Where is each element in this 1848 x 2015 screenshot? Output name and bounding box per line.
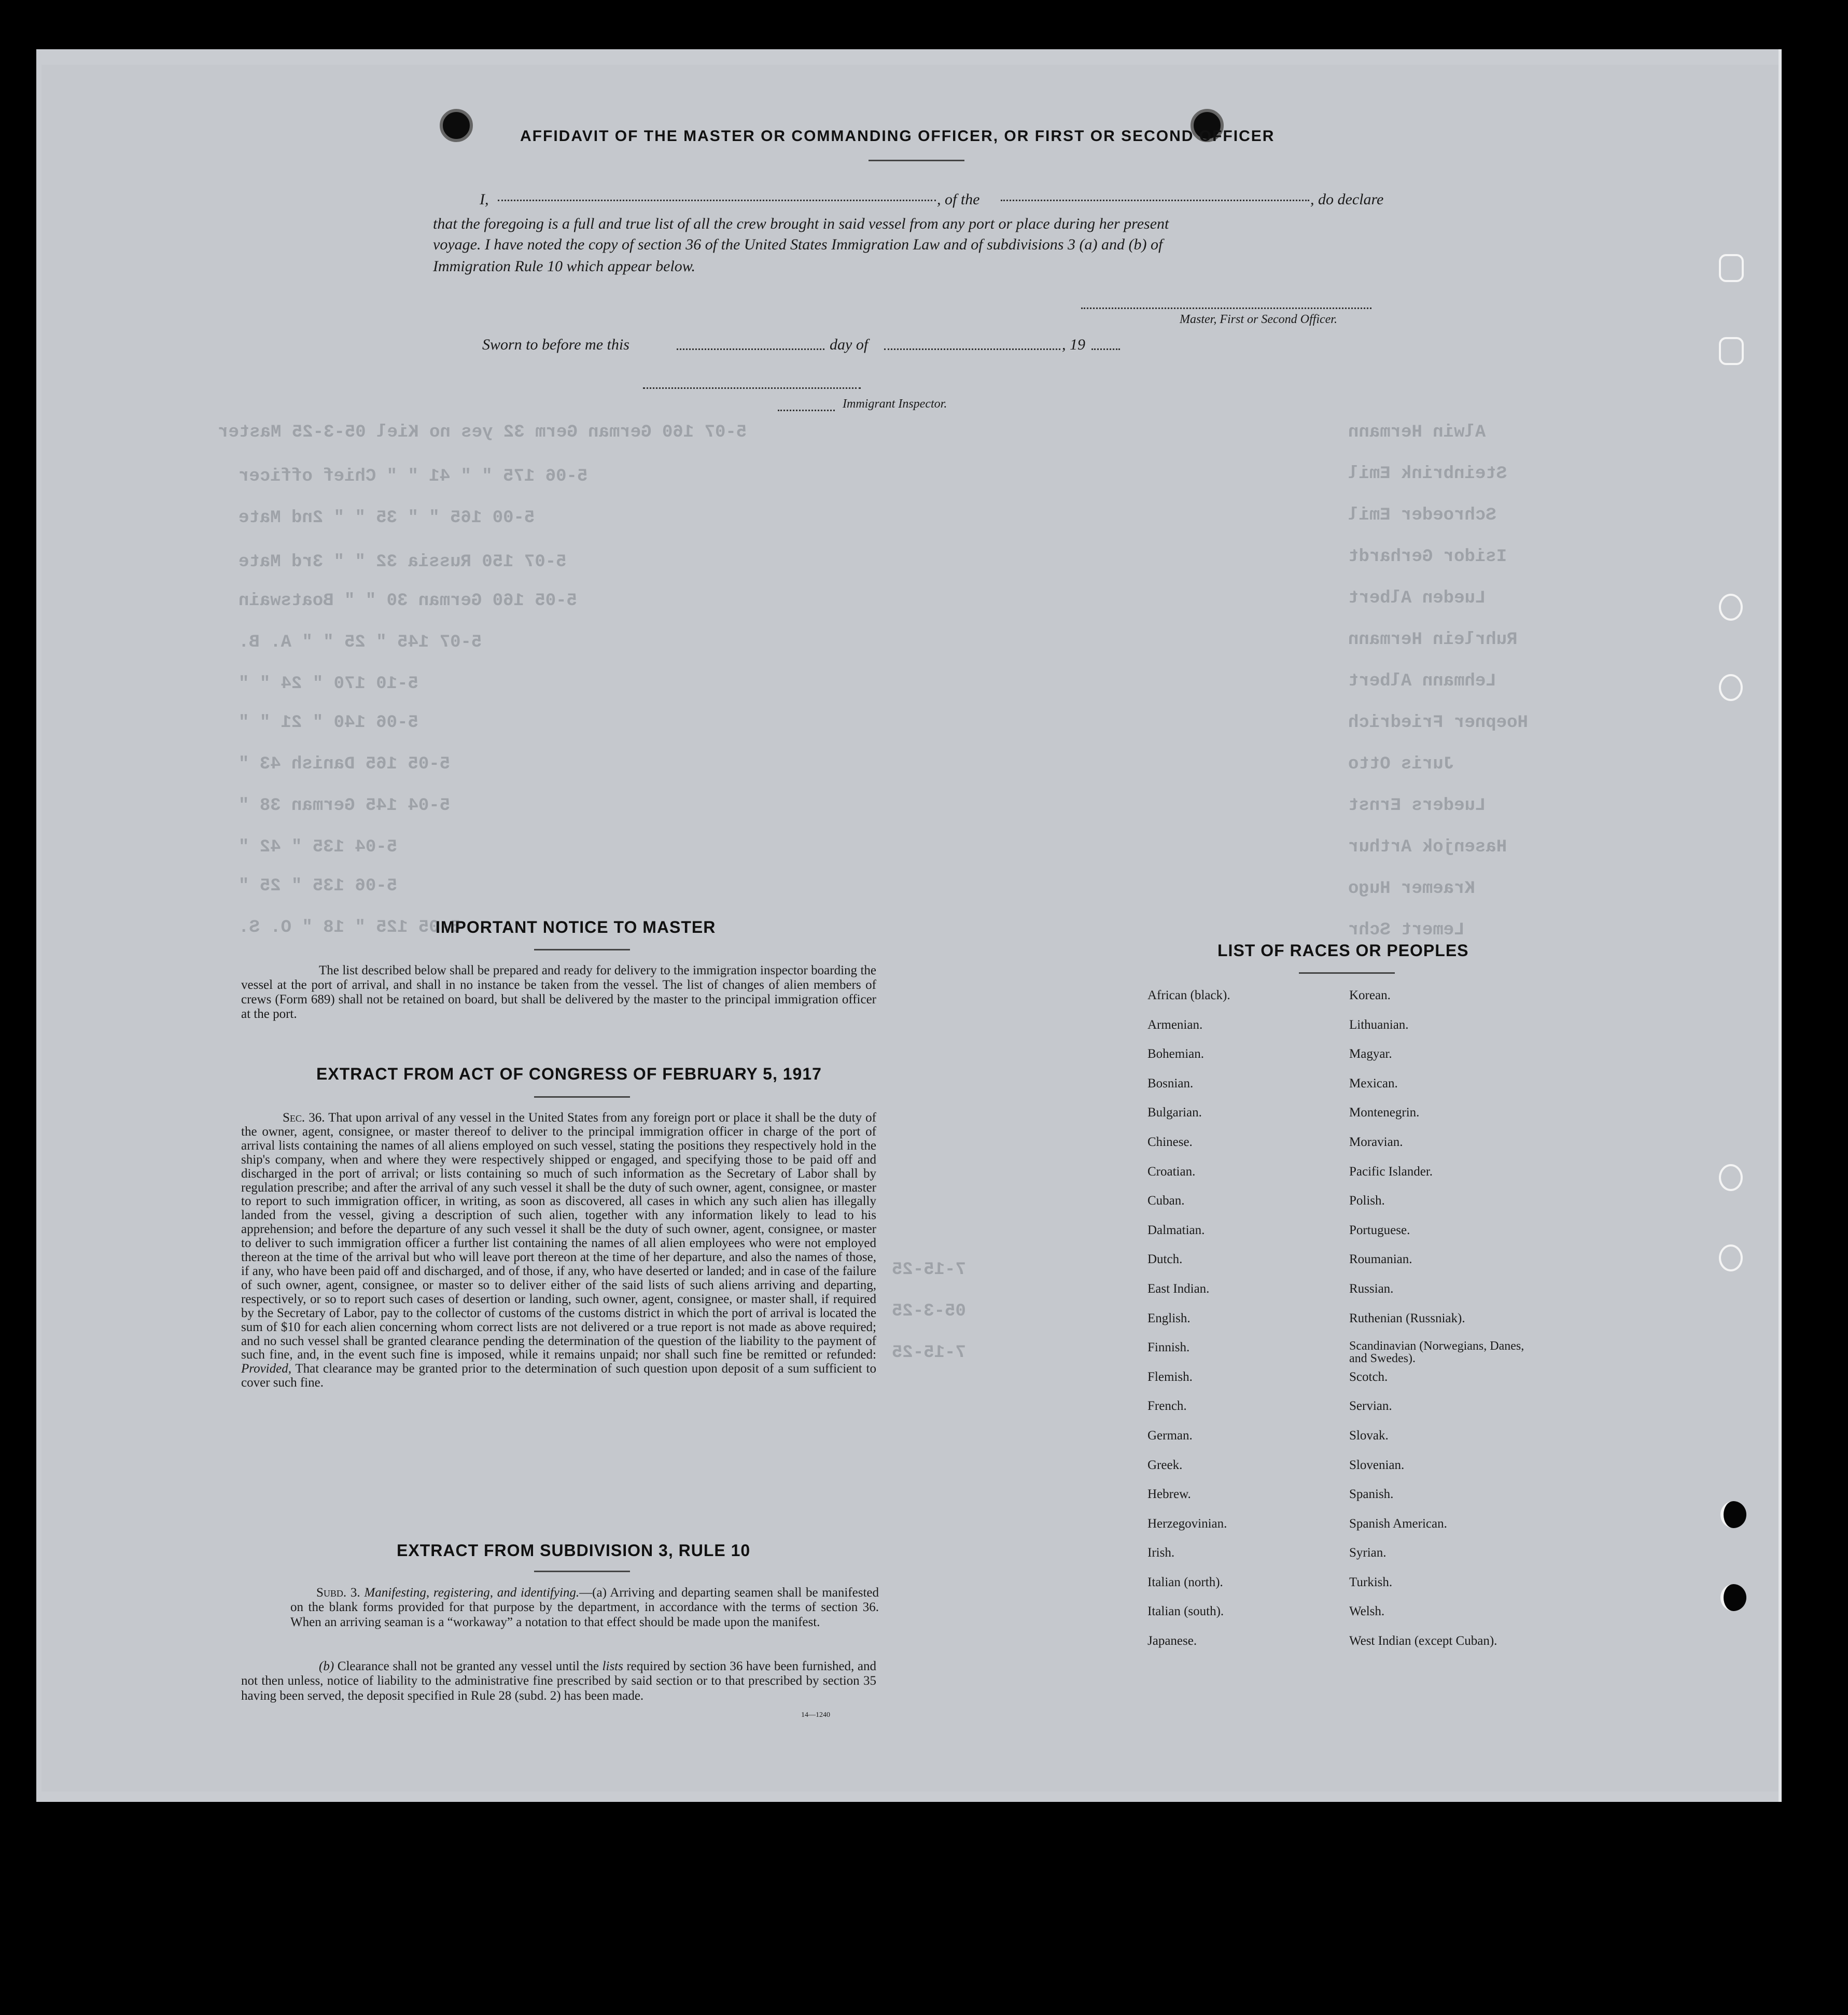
affidavit-line-1 xyxy=(480,191,489,208)
vessel-name-field[interactable] xyxy=(1001,200,1309,201)
race-item: Dutch. xyxy=(1147,1252,1183,1267)
binder-ring-7 xyxy=(1720,1501,1746,1528)
notice-title-rule xyxy=(534,949,630,950)
notice-title: IMPORTANT NOTICE TO MASTER xyxy=(436,918,716,936)
race-item: Chinese. xyxy=(1147,1135,1193,1149)
binder-ring-8 xyxy=(1720,1584,1746,1611)
sworn-year-field[interactable] xyxy=(1091,348,1120,350)
rule-title: EXTRACT FROM SUBDIVISION 3, RULE 10 xyxy=(397,1541,751,1560)
race-item: Japanese. xyxy=(1147,1634,1197,1648)
race-item: Magyar. xyxy=(1349,1047,1392,1061)
affidavit-line-3: voyage. I have noted the copy of section 36 of the United States Immigration Law and of subdivisions 3 (a) and (b) of xyxy=(433,236,1163,253)
vessel-label: , of the xyxy=(937,191,980,208)
race-item: Cuban. xyxy=(1147,1194,1185,1208)
race-item: Moravian. xyxy=(1349,1135,1403,1149)
act-title-rule xyxy=(534,1096,630,1098)
rule-subd-label: Subd. 3. xyxy=(316,1586,360,1600)
races-title-rule xyxy=(1299,972,1395,974)
punch-hole-left xyxy=(440,109,473,142)
race-item: Scotch. xyxy=(1349,1369,1388,1384)
signature-field[interactable] xyxy=(1081,307,1371,309)
binder-ring-2 xyxy=(1719,337,1744,365)
sworn-label: Sworn to before me this xyxy=(482,336,629,353)
race-item: Dalmatian. xyxy=(1147,1223,1205,1237)
act-sec-label: Sec. 36. xyxy=(283,1111,325,1125)
race-item: Servian. xyxy=(1349,1399,1392,1414)
binder-ring-5 xyxy=(1719,1164,1743,1191)
binder-ring-4 xyxy=(1719,674,1743,701)
race-item: Turkish. xyxy=(1349,1575,1393,1589)
sworn-year-label: , 19 xyxy=(1062,336,1085,353)
race-item: Korean. xyxy=(1349,988,1391,1002)
inspector-signature-field[interactable] xyxy=(643,387,861,389)
race-item: West Indian (except Cuban). xyxy=(1349,1634,1497,1648)
rule-text-a xyxy=(241,1586,879,1630)
declare-text: , do declare xyxy=(1310,191,1384,208)
race-item: Roumanian. xyxy=(1349,1252,1412,1267)
act-body-end: That clearance may be granted prior to the determination of such question upon deposit of a sum sufficient to cover such fine. xyxy=(241,1362,876,1390)
sworn-day-of: day of xyxy=(830,336,869,353)
act-title: EXTRACT FROM ACT OF CONGRESS OF FEBRUARY 5, 1917 xyxy=(316,1065,822,1083)
rule-b-body-1: Clearance shall not be granted any vessel until the xyxy=(337,1659,599,1673)
race-item: Pacific Islander. xyxy=(1349,1164,1433,1179)
inspector-sig-prefix xyxy=(778,410,835,411)
race-item: Welsh. xyxy=(1349,1604,1385,1619)
race-item: Bosnian. xyxy=(1147,1076,1194,1090)
race-item: Herzegovinian. xyxy=(1147,1516,1227,1531)
inspector-label: Immigrant Inspector. xyxy=(843,397,947,411)
race-item: Ruthenian (Russniak). xyxy=(1349,1311,1465,1325)
race-item: Hebrew. xyxy=(1147,1487,1191,1502)
race-item: Syrian. xyxy=(1349,1546,1387,1560)
race-item: Italian (north). xyxy=(1147,1575,1223,1589)
race-item: Scandinavian (Norwegians, Danes, and Swedes). xyxy=(1349,1339,1524,1366)
race-item: Bohemian. xyxy=(1147,1047,1205,1061)
binder-ring-3 xyxy=(1719,594,1743,621)
race-item: Bulgarian. xyxy=(1147,1106,1202,1120)
race-item: Croatian. xyxy=(1147,1164,1196,1179)
race-item: Slovak. xyxy=(1349,1428,1389,1443)
race-item: Flemish. xyxy=(1147,1369,1193,1384)
act-text xyxy=(241,1111,876,1390)
notice-text xyxy=(241,963,876,1022)
race-item: Spanish. xyxy=(1349,1487,1394,1502)
race-item: Italian (south). xyxy=(1147,1604,1224,1619)
rule-b-label: (b) xyxy=(319,1659,334,1673)
race-item: East Indian. xyxy=(1147,1281,1210,1296)
sworn-month-field[interactable] xyxy=(884,348,1060,350)
form-number: 14—1240 xyxy=(801,1711,830,1719)
affidavit-line-1b xyxy=(937,191,980,208)
affidavit-title: AFFIDAVIT OF THE MASTER OR COMMANDING OFFICER, OR FIRST OR SECOND OFFICER xyxy=(520,128,1275,145)
race-item: Irish. xyxy=(1147,1546,1175,1560)
races-left-column xyxy=(1147,988,1324,1663)
notice-body: The list described below shall be prepared and ready for delivery to the immigration inspector boarding the vessel at the port of arrival, and shall in no instance be taken from the vessel. The list of changes of alien members of crews (Form 689) shall not be retained on board, but shall be delivered by the master to the principal immigration officer at the port. xyxy=(241,963,876,1021)
sworn-day-field[interactable] xyxy=(677,348,824,350)
act-body: That upon arrival of any vessel in the United States from any foreign port or place it shall be the duty of the owner, agent, consignee, or master thereof to deliver to the principal immigration officer in charge of the port of arrival lists containing the names of all aliens employed on such vessel, stating the positions they respectively hold in the ship's company, when and where they were respectively shipped or engaged, and specifying those to be paid off and discharged in the port of arrival; or lists containing so much of such information as the Secretary of Labor shall by regulation prescribe; and after the arrival of any such vessel it shall be the duty of such owner, agent, consignee, or master to report to such immigration officer, in writing, as soon as discovered, all cases in which any such alien has illegally landed from the vessel, giving a description of such alien, together with any information likely to lead to his apprehension; and before the departure of any such vessel it shall be the duty of such owner, agent, consignee, or master to deliver to such immigration officer a further list containing the names of all alien employees who were not employed thereon at the time of the arrival but who will leave port thereon at the time of her departure, and also the names of those, if any, who have been paid off and discharged, and of those, if any, who have deserted or landed; and in case of the failure of such owner, agent, consignee, or master so to deliver either of the said lists of such aliens arriving and departing, respectively, or so to report such cases of desertion or landing, such owner, agent, consignee, or master shall, if required by the Secretary of Labor, pay to the collector of customs of the customs district in which the port of arrival is located the sum of $10 for each alien concerning whom correct lists are not delivered or a true report is not made as above required; and no such vessel shall be granted clearance pending the determination of the question of the liability to the payment of such fine, and, in the event such fine is imposed, while it remains unpaid; nor shall such fine be remitted or refunded: xyxy=(241,1111,876,1362)
affidavit-line-2: that the foregoing is a full and true list of all the crew brought in said vessel from any port or place during her present xyxy=(433,215,1169,232)
race-item: Greek. xyxy=(1147,1458,1183,1472)
rule-b-body-2: required by section 36 have been furnished, and not then unless, notice of liability to the administrative fine prescribed by said section or to that prescribed by section 35 having been served, the deposit specified in Rule 28 (subd. 2) has been made. xyxy=(241,1659,877,1703)
rule-text-b xyxy=(241,1659,876,1703)
race-item: Montenegrin. xyxy=(1349,1106,1420,1120)
races-title: LIST OF RACES OR PEOPLES xyxy=(1217,941,1469,960)
race-item: French. xyxy=(1147,1399,1187,1414)
race-item: Portuguese. xyxy=(1349,1223,1410,1237)
race-item: English. xyxy=(1147,1311,1191,1325)
affidavit-title-rule xyxy=(869,160,964,161)
race-item: German. xyxy=(1147,1428,1193,1443)
races-right-column xyxy=(1349,988,1536,1663)
race-item: Lithuanian. xyxy=(1349,1017,1409,1032)
race-item: Polish. xyxy=(1349,1194,1385,1208)
binder-ring-6 xyxy=(1719,1244,1743,1271)
rule-b-lists: lists xyxy=(602,1659,623,1673)
rule-title-rule xyxy=(534,1571,630,1572)
declarant-name-field[interactable] xyxy=(498,200,936,201)
affidavit-line-1c xyxy=(1310,191,1383,208)
act-provided: Provided, xyxy=(241,1362,291,1376)
race-item: Finnish. xyxy=(1147,1340,1190,1355)
signature-label: Master, First or Second Officer. xyxy=(1180,313,1337,326)
race-item: Spanish American. xyxy=(1349,1516,1447,1531)
race-item: Armenian. xyxy=(1147,1017,1203,1032)
rule-a-body: —(a) Arriving and departing seamen shall be manifested on the blank forms provided for that purpose by the department, in accordance with the terms of section 36. When an arriving seaman is a “workaway” a notation to that effect should be made upon the manifest. xyxy=(290,1586,879,1629)
race-item: African (black). xyxy=(1147,988,1230,1002)
rule-subd-heading: Manifesting, registering, and identifying. xyxy=(364,1586,580,1600)
race-item: Russian. xyxy=(1349,1281,1394,1296)
race-item: Mexican. xyxy=(1349,1076,1398,1090)
binder-ring-1 xyxy=(1719,254,1744,282)
declarant-label: I, xyxy=(480,191,489,208)
affidavit-line-4: Immigration Rule 10 which appear below. xyxy=(433,258,696,275)
race-item: Slovenian. xyxy=(1349,1458,1405,1472)
